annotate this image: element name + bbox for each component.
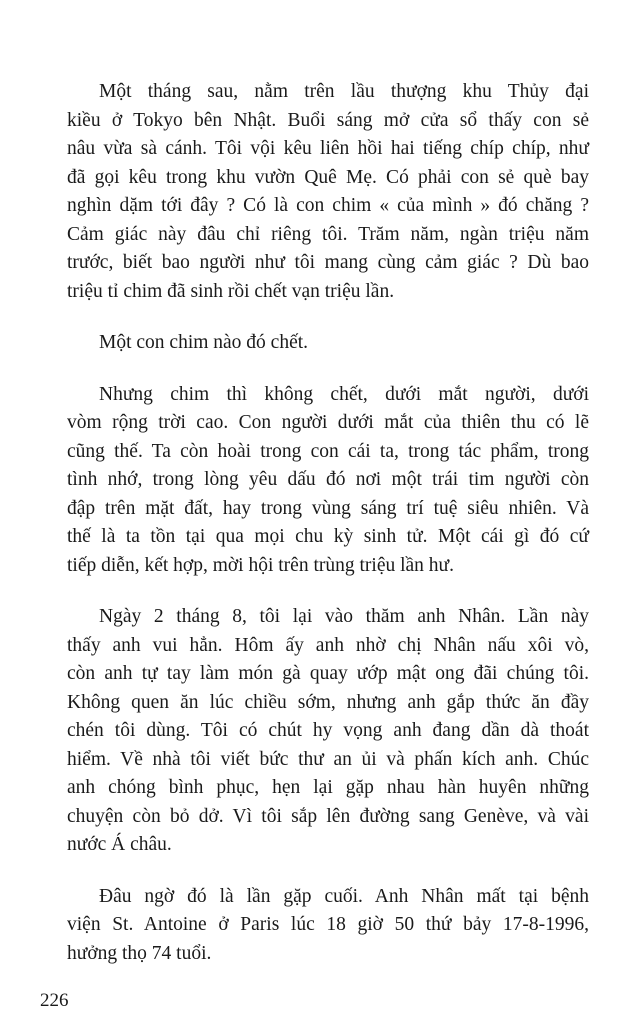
text-line: nước Á châu. [67,834,172,855]
text-line: thấy anh vui hẳn. Hôm ấy anh nhờ chị Nhân nấu xôi vò, [67,634,589,656]
text-line: Ngày 2 tháng 8, tôi lại vào thăm anh Nhân. Lần này [99,606,589,627]
text-line: đập trên mặt đất, hay trong vùng sáng trí tuệ siêu nhiên. Và [67,497,589,519]
paragraph-3 [67,381,589,581]
text-line: Cảm giác này đâu chỉ riêng tôi. Trăm năm, ngàn triệu năm [67,223,589,245]
text-line: hưởng thọ 74 tuổi. [67,942,212,964]
text-line: viện St. Antoine ở Paris lúc 18 giờ 50 thứ bảy 17-8-1996, [67,914,589,935]
text-line: đã gọi kêu trong khu vườn Quê Mẹ. Có phải con sẻ què bay [67,166,589,188]
text-line: Một tháng sau, nằm trên lầu thượng khu Thủy đại [99,81,589,102]
paragraph-1 [67,78,589,306]
text-line: triệu tỉ chim đã sinh rồi chết vạn triệu lần. [67,280,395,302]
text-line: cũng thế. Ta còn hoài trong con cái ta, trong tác phẩm, trong [67,440,589,462]
paragraph-4 [67,603,589,860]
body-text [67,78,589,991]
text-line: còn anh tự tay làm món gà quay ướp mật ong đãi chúng tôi. [67,663,589,684]
text-line: hiểm. Về nhà tôi viết bức thư an ủi và phấn kích anh. Chúc [67,748,589,770]
text-line: tiếp diễn, kết hợp, mời hội trên trùng triệu lần hư. [67,554,454,576]
text-line: kiều ở Tokyo bên Nhật. Buổi sáng mở cửa sổ thấy con sẻ [67,109,589,131]
text-line: Không quen ăn lúc chiều sớm, nhưng anh gắp thức ăn đầy [67,691,589,713]
text-line: Đâu ngờ đó là lần gặp cuối. Anh Nhân mất tại bệnh [99,885,589,907]
text-line: chén tôi dùng. Tôi có chút hy vọng anh đang dần dà thoát [67,720,589,741]
text-line: Một con chim nào đó chết. [99,332,309,353]
text-line: vòm rộng trời cao. Con người dưới mắt của thiên thu có lẽ [67,412,589,433]
text-line: tình nhớ, trong lòng yêu dấu đó nơi một trái tim người còn [67,469,589,490]
paragraph-5 [67,883,589,969]
text-line: nâu vừa sà cánh. Tôi vội kêu liên hồi hai tiếng chíp chíp, như [67,138,589,159]
text-line: trước, biết bao người như tôi mang cùng cảm giác ? Dù bao [67,252,589,273]
text-line: nghìn dặm tới đây ? Có là con chim « của mình » đó chăng ? [67,195,589,216]
text-line: thế là ta tồn tại qua mọi chu kỳ sinh tử. Một cái gì đó cứ [67,526,589,547]
text-line: anh chóng bình phục, hẹn lại gặp nhau hàn huyên những [67,777,589,798]
text-line: Nhưng chim thì không chết, dưới mắt người, dưới [99,383,589,405]
text-line: chuyện còn bỏ dở. Vì tôi sắp lên đường sang Genève, và vài [67,805,589,827]
page-number: 226 [40,990,69,1011]
paragraph-2 [67,329,589,358]
